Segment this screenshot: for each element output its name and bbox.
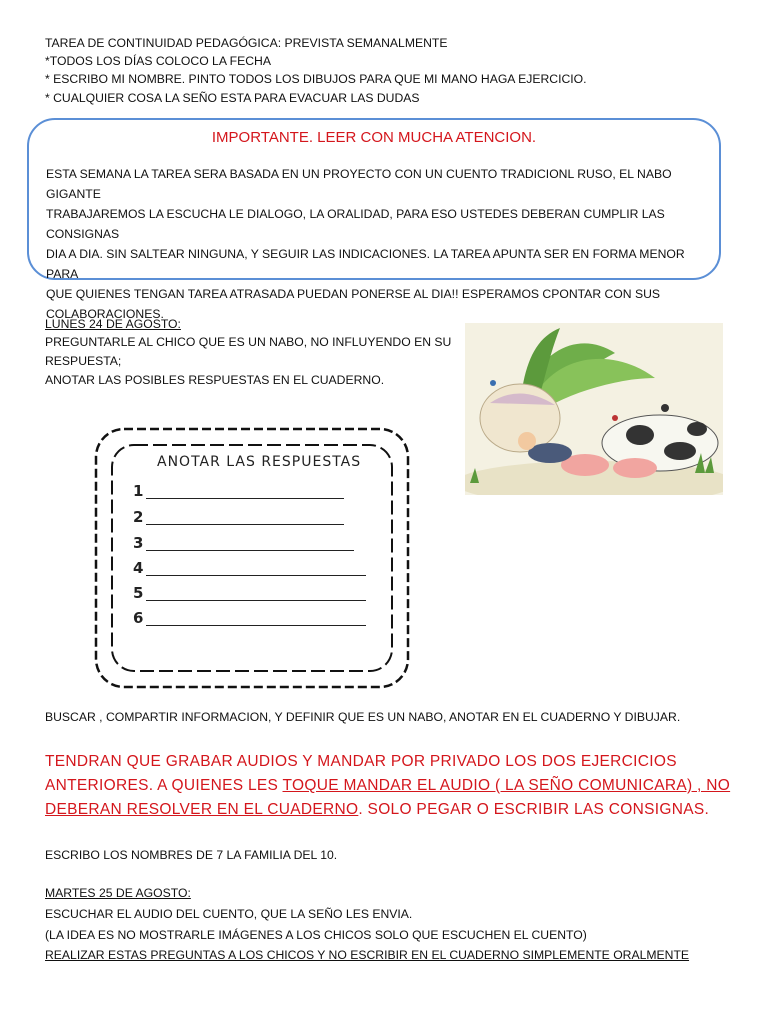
- notice-line: COLABORACIONES.: [46, 307, 164, 321]
- illustration-svg: [465, 323, 723, 495]
- red-note-line-2a: ANTERIORES. A QUIENES LES: [45, 777, 283, 794]
- family-line: ESCRIBO LOS NOMBRES DE 7 LA FAMILIA DEL 10.: [45, 848, 338, 862]
- answer-line: [146, 575, 366, 576]
- header-line-2: *TODOS LOS DÍAS COLOCO LA FECHA: [45, 54, 271, 68]
- notice-line: ESTA SEMANA LA TAREA SERA BASADA EN UN PROYECTO CON UN CUENTO TRADICIONL RUSO, EL NABO GIGANTE: [46, 167, 672, 201]
- red-note-line-2u: TOQUE MANDAR EL AUDIO ( LA SEÑO COMUNICARA) , NO: [282, 777, 731, 794]
- monday-line-2: RESPUESTA;: [45, 354, 122, 368]
- answer-line: [146, 600, 366, 601]
- tuesday-line-2: (LA IDEA ES NO MOSTRARLE IMÁGENES A LOS CHICOS SOLO QUE ESCUCHEN EL CUENTO): [45, 928, 587, 942]
- notice-body: [46, 164, 716, 324]
- tuesday-underlined: REALIZAR ESTAS PREGUNTAS A LOS CHICOS Y NO ESCRIBIR EN EL CUADERNO SIMPLEMENTE ORALMENTE: [45, 948, 690, 962]
- notice-box: [27, 118, 721, 321]
- notice-line: TRABAJAREMOS LA ESCUCHA LE DIALOGO, LA ORALIDAD, PARA ESO USTEDES DEBERAN CUMPLIR LAS CONSIGNAS: [46, 207, 665, 241]
- red-note-line-3u: DEBERAN RESOLVER EN EL CUADERNO: [45, 801, 359, 818]
- tuesday-line-1: ESCUCHAR EL AUDIO DEL CUENTO, QUE LA SEÑO LES ENVIA.: [45, 907, 413, 921]
- tuesday-heading: MARTES 25 DE AGOSTO:: [45, 886, 191, 900]
- turnip-story-illustration: [465, 323, 723, 495]
- answer-number: 5: [133, 584, 144, 602]
- answer-number: 3: [133, 534, 144, 552]
- answer-line: [146, 498, 344, 499]
- answer-line: [146, 550, 354, 551]
- answers-title: ANOTAR LAS RESPUESTAS: [157, 454, 362, 470]
- answer-number: 1: [133, 482, 144, 500]
- monday-heading: LUNES 24 DE AGOSTO:: [45, 317, 181, 331]
- monday-line-1: PREGUNTARLE AL CHICO QUE ES UN NABO, NO INFLUYENDO EN SU: [45, 335, 452, 349]
- red-note-line-2: [45, 774, 735, 799]
- answer-number: 6: [133, 609, 144, 627]
- answer-line: [146, 625, 366, 626]
- answer-line: [146, 524, 344, 525]
- monday-line-3: ANOTAR LAS POSIBLES RESPUESTAS EN EL CUADERNO.: [45, 373, 385, 387]
- header-line-1: TAREA DE CONTINUIDAD PEDAGÓGICA: PREVISTA SEMANALMENTE: [45, 36, 448, 50]
- red-note-line-3b: . SOLO PEGAR O ESCRIBIR LAS CONSIGNAS.: [358, 801, 710, 818]
- red-note-line-3: [45, 798, 735, 823]
- notice-line: QUE QUIENES TENGAN TAREA ATRASADA PUEDAN PONERSE AL DIA!! ESPERAMOS CPONTAR CON SUS: [46, 287, 661, 301]
- notice-title: IMPORTANTE. LEER CON MUCHA ATENCION.: [211, 129, 537, 146]
- search-line: BUSCAR , COMPARTIR INFORMACION, Y DEFINIR QUE ES UN NABO, ANOTAR EN EL CUADERNO Y DIBUJAR.: [45, 710, 681, 724]
- answer-number: 2: [133, 508, 144, 526]
- answer-number: 4: [133, 559, 144, 577]
- notice-line: DIA A DIA. SIN SALTEAR NINGUNA, Y SEGUIR LAS INDICACIONES. LA TAREA APUNTA SER EN FORMA MENOR PARA: [46, 247, 685, 281]
- header-line-4: * CUALQUIER COSA LA SEÑO ESTA PARA EVACUAR LAS DUDAS: [45, 91, 420, 105]
- header-line-3: * ESCRIBO MI NOMBRE. PINTO TODOS LOS DIBUJOS PARA QUE MI MANO HAGA EJERCICIO.: [45, 72, 587, 86]
- red-note-line-1: TENDRAN QUE GRABAR AUDIOS Y MANDAR POR PRIVADO LOS DOS EJERCICIOS: [45, 753, 677, 770]
